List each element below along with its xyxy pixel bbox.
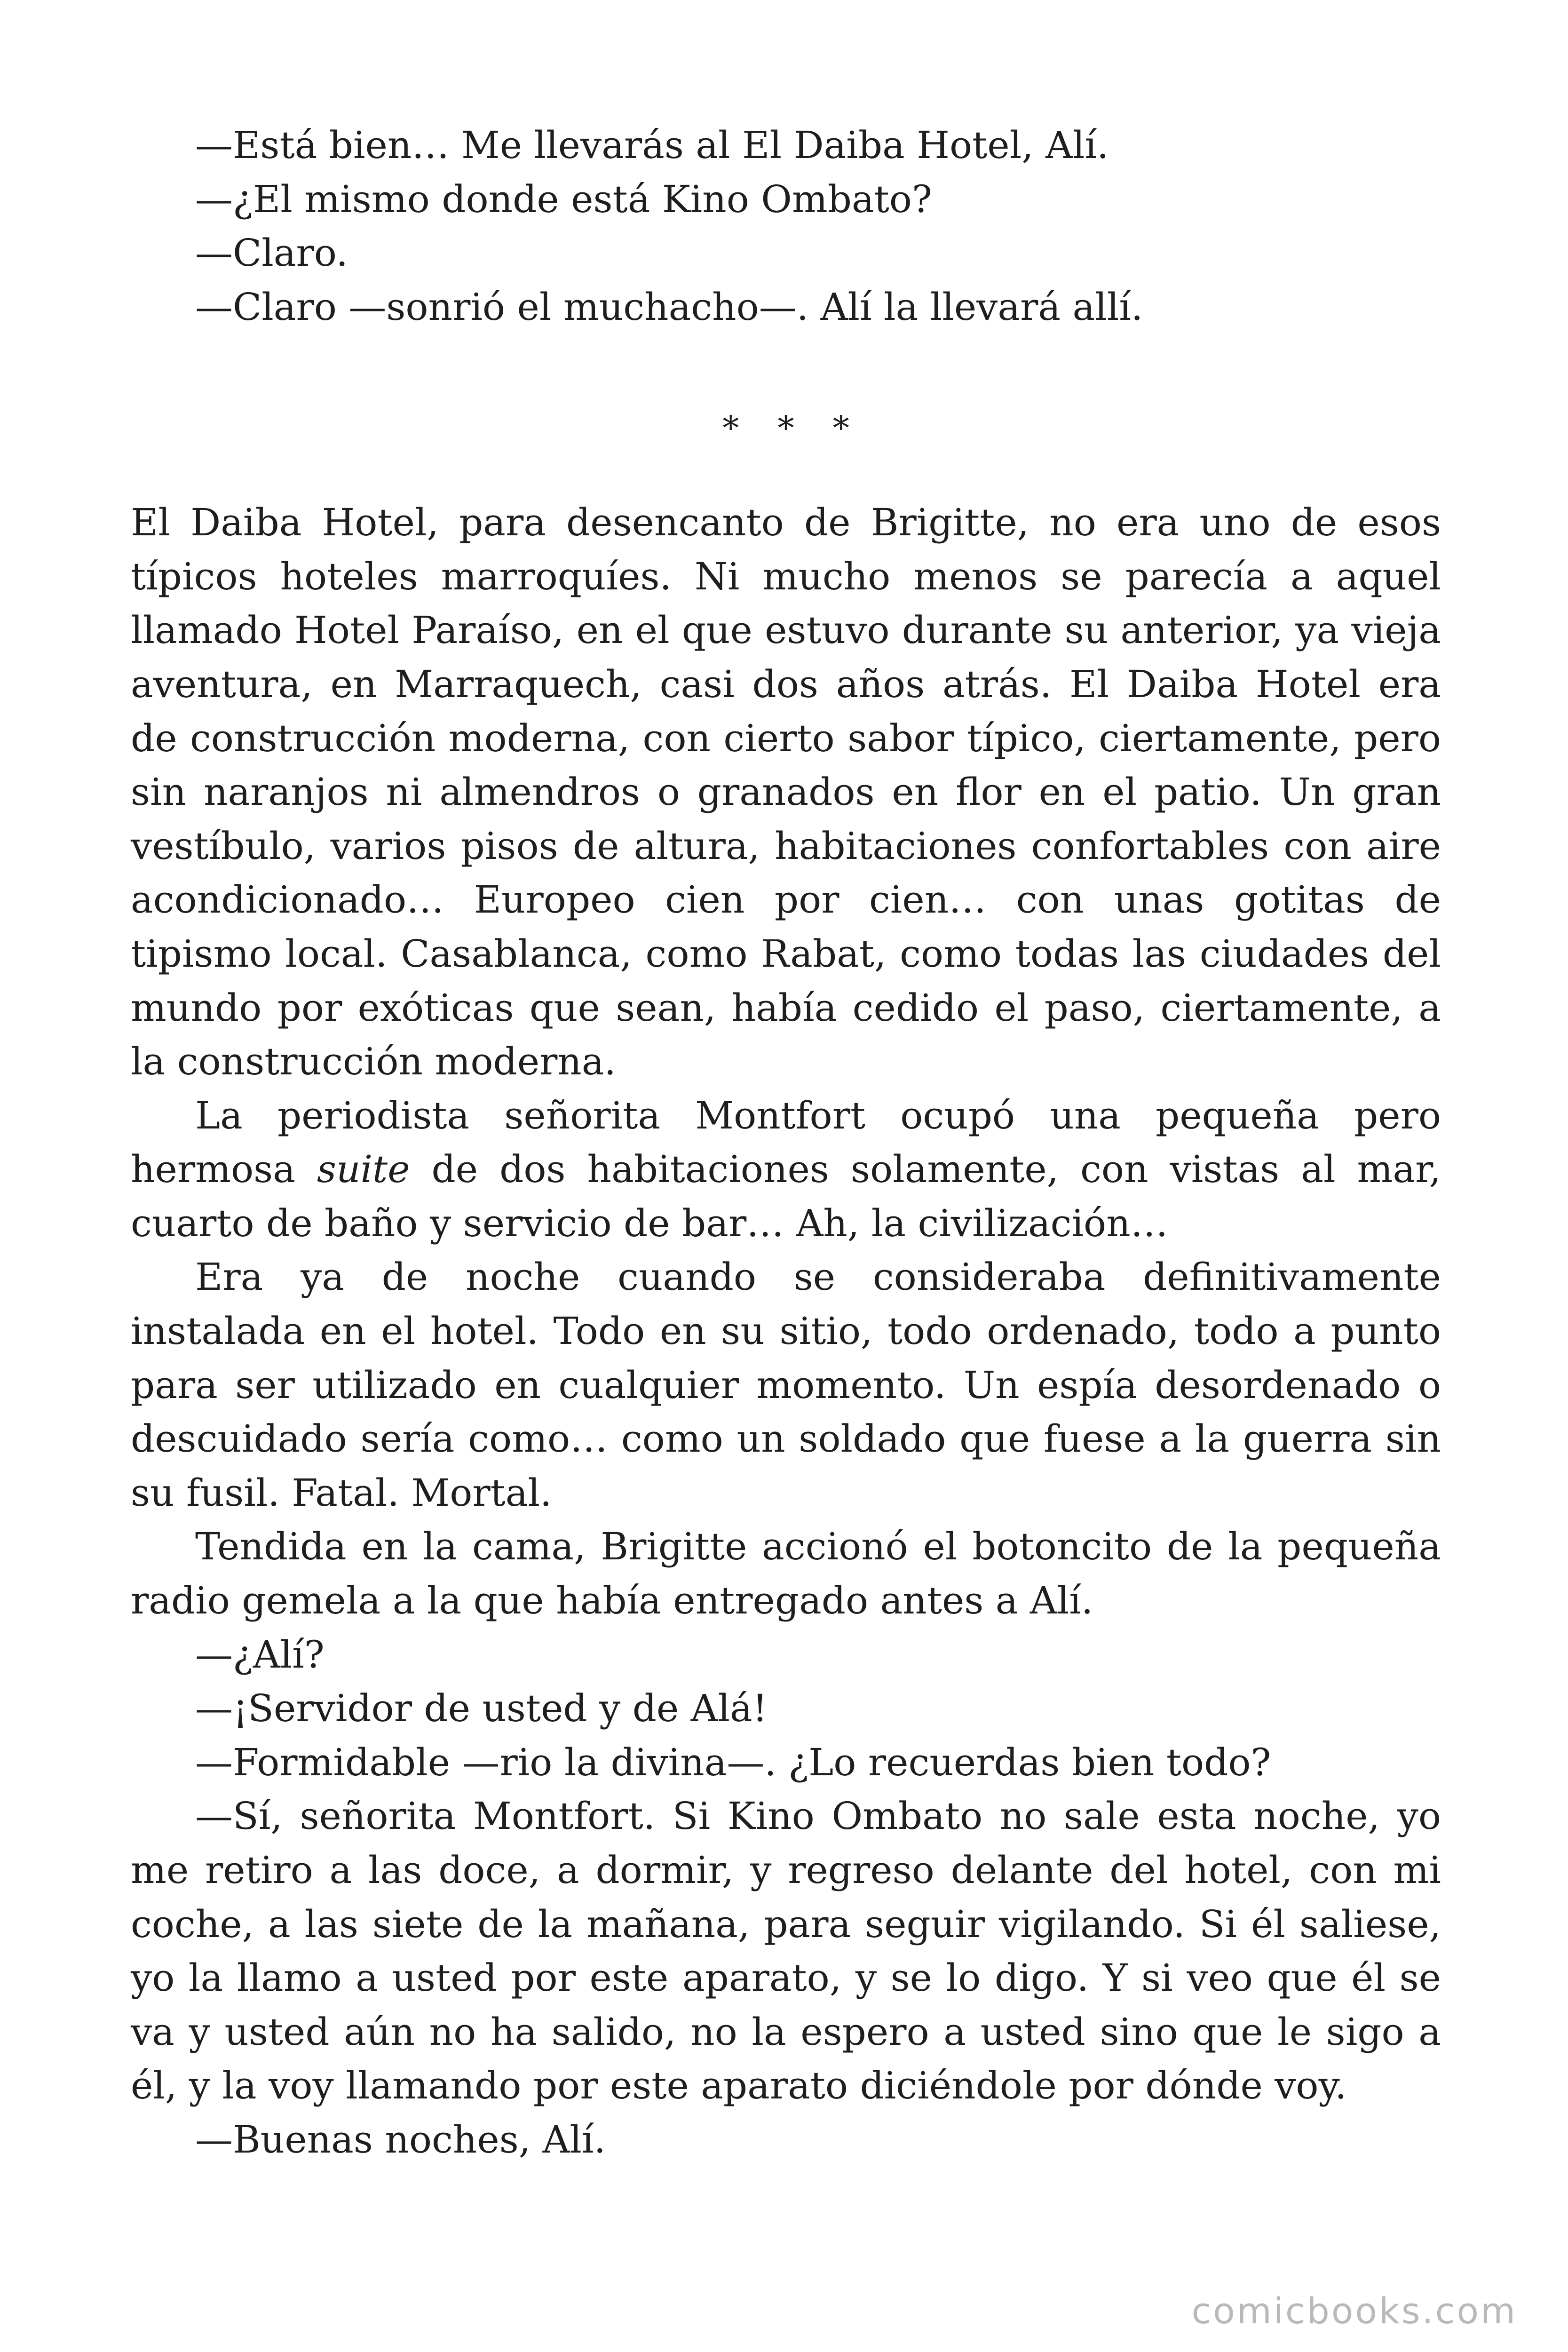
closing-line: —Buenas noches, Alí. bbox=[195, 2117, 606, 2161]
paragraph-suite bbox=[131, 1089, 1441, 1251]
dialogue-line: —¡Servidor de usted y de Alá! bbox=[195, 1686, 768, 1731]
paragraph-night: Era ya de noche cuando se consideraba definitivamente instalada en el hotel. Todo en su sitio, todo ordenado, todo a punto para ser utilizado en cualquier momento. Un espía desordenado o descuidado sería como… como un soldado que fuese a la guerra sin su fusil. Fatal. Mortal. bbox=[131, 1255, 1441, 1515]
dialogue-line: —Claro. bbox=[195, 231, 348, 275]
paragraph-hotel: El Daiba Hotel, para desencanto de Brigitte, no era uno de esos típicos hoteles marroquíes. Ni mucho menos se parecía a aquel llamado Hotel Paraíso, en el que estuvo durante su anterior, ya vieja aventura, en Marraquech, casi dos años atrás. El Daiba Hotel era de construcción moderna, con cierto sabor típico, ciertamente, pero sin naranjos ni almendros o granados en flor en el patio. Un gran vestíbulo, varios pisos de altura, habitaciones confortables con aire acondicionado… Europeo cien por cien… con unas gotitas de tipismo local. Casablanca, como Rabat, como todas las ciudades del mundo por exóticas que sean, había cedido el paso, ciertamente, a la construcción moderna. bbox=[131, 501, 1441, 1084]
paragraph-suite-text-a: La periodista señorita Montfort ocupó una pequeña pero hermosa bbox=[131, 1093, 1441, 1192]
opening-dialogue bbox=[131, 119, 1441, 334]
dialogue-line: —¿El mismo donde está Kino Ombato? bbox=[195, 177, 932, 221]
paragraph-plan: —Sí, señorita Montfort. Si Kino Ombato no sale esta noche, yo me retiro a las doce, a dormir, y regreso delante del hotel, con mi coche, a las siete de la mañana, para seguir vigilando. Si él saliese, yo la llamo a usted por este aparato, y se lo digo. Y si veo que él se va y usted aún no ha salido, no la espero a usted sino que le sigo a él, y la voy llamando por este aparato diciéndole por dónde voy. bbox=[131, 1794, 1441, 2108]
scene-separator: * * * bbox=[722, 408, 863, 447]
paragraph-radio: Tendida en la cama, Brigitte accionó el botoncito de la pequeña radio gemela a la que había entregado antes a Alí. bbox=[131, 1525, 1441, 1623]
dialogue-line: —Claro —sonrió el muchacho—. Alí la llevará allí. bbox=[195, 285, 1143, 329]
dialogue-line: —Formidable —rio la divina—. ¿Lo recuerdas bien todo? bbox=[195, 1740, 1271, 1784]
italic-word: suite bbox=[317, 1147, 410, 1192]
site-watermark: comicbooks.com bbox=[1191, 2290, 1517, 2332]
dialogue-line: —¿Alí? bbox=[195, 1632, 325, 1677]
radio-dialogue bbox=[131, 1628, 1441, 1790]
book-page bbox=[131, 119, 1441, 2167]
paragraph-suite-text-b: de dos habitaciones solamente, con vistas al mar, cuarto de baño y servicio de bar… Ah, la civilización… bbox=[131, 1147, 1441, 1245]
dialogue-line: —Está bien… Me llevarás al El Daiba Hotel, Alí. bbox=[195, 123, 1109, 167]
